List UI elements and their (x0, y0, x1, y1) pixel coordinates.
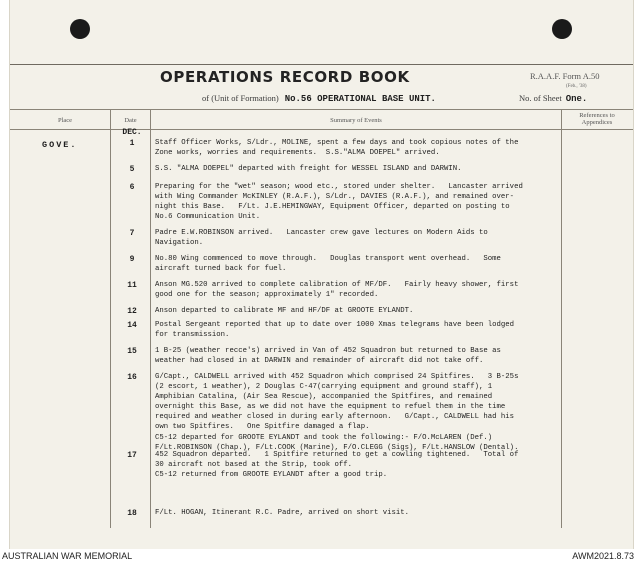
sheet-value: One. (565, 94, 588, 104)
entry-text: G/Capt., CALDWELL arrived with 452 Squadron which comprised 24 Spitfires. 3 B-25s (2 escort, 1 weather), 2 Douglas C-47(carrying equipment and ground staff), 1 Amphibian Catalina, (Air Sea Rescue), accompanied the Spitfires, and remained overnight this Base, as we did not have the equipment to refuel them in the time required and weather closed in during early afternoon. G/Capt., CALDWELL had his own two Spitfires. One Spitfire damaged a flap. C5-12 departed for GROOTE EYLANDT and took the following:- F/O.McLAREN (Def.) F/Lt.ROBINSON (Chap.), F/Lt.COOK (Marine), F/O.CLEGG (Sigs), F/Lt.HANSLOW (Dental). (155, 373, 519, 452)
entry-text: Staff Officer Works, S/Ldr., MOLINE, spent a few days and took copious notes of the Zone works, worries and requirements. S.S."ALMA DOEPEL" arrived. (155, 139, 519, 158)
sheet-number (519, 93, 587, 104)
column-divider-place (110, 110, 111, 528)
entry-date: 14 (127, 321, 137, 330)
punch-hole-left (70, 19, 90, 39)
entry-text: S.S. "ALMA DOEPEL" departed with freight for WESSEL ISLAND and DARWIN. (155, 165, 462, 173)
entry-text: F/Lt. HOGAN, Itinerant R.C. Padre, arrived on short visit. (155, 509, 409, 517)
entry-date: 12 (127, 307, 137, 316)
entry-text: No.80 Wing commenced to move through. Douglas transport went overhead. Some aircraft turned back for fuel. (155, 255, 501, 274)
entry-date: 9 (129, 255, 135, 264)
record-sheet (9, 0, 634, 549)
footer-institution: AUSTRALIAN WAR MEMORIAL (2, 551, 133, 561)
entry-text: Preparing for the "wet" season; wood etc., stored under shelter. Lancaster arrived with Wing Commander McKINLEY (R.A.F.), S/Ldr., DAVIES (R.A.F.), and remained over- night this Base. F/Lt. J.E.HEMINGWAY, Equipment Officer, departed on posting to No.6 Communication Unit. (155, 183, 523, 222)
sheet-label: No. of Sheet (519, 93, 562, 103)
entry-text: Anson MG.520 arrived to complete calibration of MF/DF. Fairly heavy shower, first good one for the season; approximately 1" recorded. (155, 281, 519, 300)
form-number: R.A.A.F. Form A.50 (530, 71, 600, 81)
footer-accession: AWM2021.8.73 (572, 551, 634, 561)
entry-date: 18 (127, 509, 137, 518)
entry-date: 6 (129, 183, 135, 192)
entry-text: Postal Sergeant reported that up to date over 1000 Xmas telegrams have been lodged for transmission. (155, 321, 515, 340)
place-name: GOVE. (42, 140, 78, 150)
entry-text: 452 Squadron departed. 1 Spitfire returned to get a cowling tightened. Total of 30 aircraft not based at the Strip, took off. C5-12 returned from GROOTE EYLANDT after a good trip. (155, 451, 519, 480)
table-header-rule (10, 129, 633, 130)
entry-text: Padre E.W.ROBINSON arrived. Lancaster crew gave lectures on Modern Aids to Navigation. (155, 229, 488, 248)
entry-date: 16 (127, 373, 137, 382)
column-divider-date (150, 110, 151, 528)
entry-date: 11 (127, 281, 137, 290)
entry-date: 5 (129, 165, 135, 174)
header-date: Date (124, 117, 137, 124)
unit-line (202, 93, 436, 104)
header-references: References to Appendices (579, 112, 615, 126)
form-date: (Feb., '38) (566, 84, 587, 89)
page-title: OPERATIONS RECORD BOOK (160, 68, 410, 86)
entry-date: 7 (129, 229, 135, 238)
unit-value: No.56 OPERATIONAL BASE UNIT. (284, 94, 436, 104)
header-place: Place (57, 117, 73, 124)
month-label: DEC. (122, 128, 142, 137)
punch-hole-right (552, 19, 572, 39)
header-rule (10, 64, 633, 65)
table-top-rule (10, 109, 633, 110)
unit-label: of (Unit of Formation) (202, 93, 279, 103)
header-summary: Summary of Events (330, 117, 382, 124)
entry-date: 15 (127, 347, 137, 356)
entry-text: Anson departed to calibrate MF and HF/DF at GROOTE EYLANDT. (155, 307, 414, 315)
entry-date: 17 (127, 451, 137, 460)
entry-text: 1 B-25 (weather recce's) arrived in Van of 452 Squadron but returned to Base as weather had closed in at DARWIN and remainder of aircraft did not take off. (155, 347, 501, 366)
entry-date: 1 (129, 139, 135, 148)
